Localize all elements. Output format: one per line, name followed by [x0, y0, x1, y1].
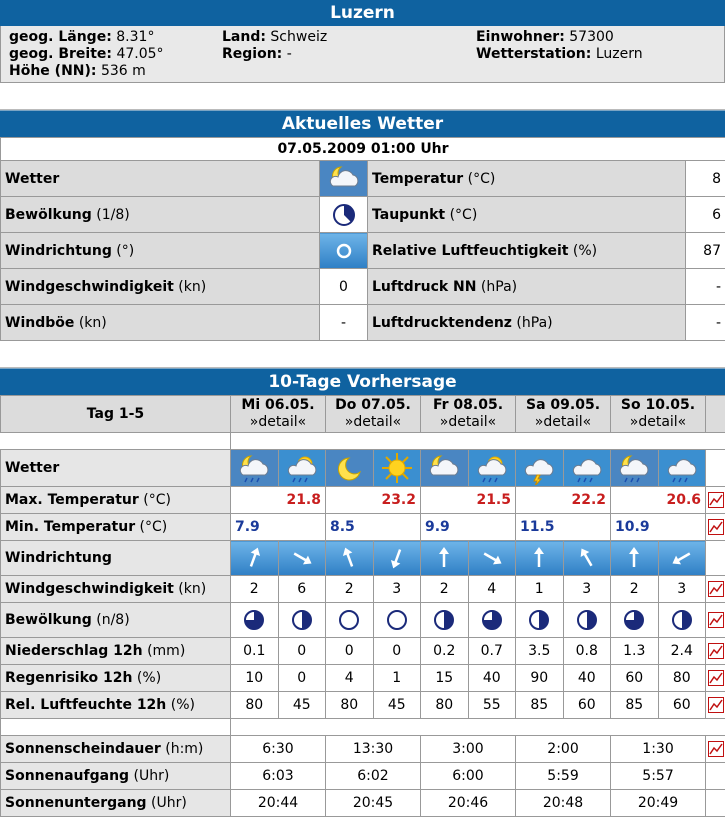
forecast-value: 10.9 [611, 514, 706, 541]
forecast-row-min [1, 514, 725, 541]
row-unit: (°) [111, 242, 135, 259]
current-value: - [320, 305, 368, 341]
row-label [1, 665, 231, 692]
forecast-value: 0 [278, 638, 326, 665]
forecast-value: 80 [326, 692, 374, 719]
row-label [1, 541, 231, 576]
forecast-value: 3 [563, 576, 611, 603]
wind-arrow-icon [231, 541, 279, 576]
current-value: 87 [686, 233, 725, 269]
forecast-value: 11.5 [516, 514, 611, 541]
wind-arrow-icon [468, 541, 516, 576]
row-label-text: Max. Temperatur [5, 492, 139, 508]
einwohner-label: Einwohner: [476, 29, 565, 45]
forecast-row-rainrisk [1, 665, 725, 692]
day-header [516, 396, 611, 433]
forecast-row-sunset [1, 790, 725, 817]
moon-cloud-icon [421, 450, 469, 487]
breite-label: geog. Breite: [9, 46, 113, 62]
row-label [1, 269, 320, 305]
row-label-text: Windgeschwindigkeit [5, 581, 174, 597]
row-label-text: Temperatur [372, 170, 464, 187]
station-label: Wetterstation: [476, 46, 592, 62]
forecast-value: 1 [516, 576, 564, 603]
spacer-cell [231, 433, 725, 450]
line-chart-icon[interactable] [706, 576, 725, 603]
forecast-value: 0 [373, 638, 421, 665]
forecast-value: 80 [658, 665, 706, 692]
empty-cell [706, 396, 725, 433]
forecast-value: 6 [278, 576, 326, 603]
forecast-row-wetter [1, 450, 725, 487]
forecast-value: 2.4 [658, 638, 706, 665]
row-label [1, 197, 320, 233]
empty-cell [706, 763, 725, 790]
row-unit: (%) [166, 697, 195, 713]
row-unit: (kn) [74, 314, 107, 331]
forecast-row-sunrise [1, 763, 725, 790]
forecast-value: 1.3 [611, 638, 659, 665]
row-label [368, 161, 686, 197]
forecast-value: 2 [326, 576, 374, 603]
spacer [0, 341, 725, 368]
current-datetime: 07.05.2009 01:00 Uhr [1, 138, 725, 161]
row-unit: (°C) [138, 492, 171, 508]
row-label [368, 233, 686, 269]
spacer-cell [1, 433, 231, 450]
row-label-text: Wetter [5, 170, 60, 187]
row-label-text: Min. Temperatur [5, 519, 136, 535]
land-value: Schweiz [270, 29, 328, 45]
wind-arrow-icon [658, 541, 706, 576]
empty-cell [706, 450, 725, 487]
cloud-rain-icon [658, 450, 706, 487]
location-info [0, 26, 725, 83]
row-label-text: Windrichtung [5, 242, 112, 259]
row-label-text: Windgeschwindigkeit [5, 278, 174, 295]
spacer-row [1, 719, 725, 736]
cloud-cover-icon [563, 603, 611, 638]
wind-arrow-icon [326, 541, 374, 576]
region-value: - [286, 46, 292, 62]
row-label [1, 638, 231, 665]
forecast-value: 1 [373, 665, 421, 692]
current-value: - [686, 305, 725, 341]
forecast-value: 4 [468, 576, 516, 603]
forecast-value: 23.2 [326, 487, 421, 514]
forecast-title: 10-Tage Vorhersage [0, 368, 725, 395]
forecast-row-windspeed [1, 576, 725, 603]
row-unit: (%) [568, 242, 598, 259]
forecast-row-winddir [1, 541, 725, 576]
row-label [1, 514, 231, 541]
row-label-text: Windböe [5, 314, 75, 331]
sun-cloud-rain-icon [278, 450, 326, 487]
forecast-value: 7.9 [231, 514, 326, 541]
forecast-value: 6:00 [421, 763, 516, 790]
row-label-text: Rel. Luftfeuchte 12h [5, 697, 167, 713]
current-row [1, 233, 725, 269]
thunder-cloud-icon [516, 450, 564, 487]
row-label [1, 450, 231, 487]
spacer-row [1, 433, 725, 450]
forecast-value: 60 [563, 692, 611, 719]
forecast-value: 0.8 [563, 638, 611, 665]
cloud-cover-icon [421, 603, 469, 638]
forecast-value: 22.2 [516, 487, 611, 514]
forecast-value: 13:30 [326, 736, 421, 763]
row-unit: (1/8) [91, 206, 130, 223]
row-label [1, 692, 231, 719]
row-label-text: Luftdruck NN [372, 278, 477, 295]
spacer [0, 83, 725, 110]
forecast-value: 6:30 [231, 736, 326, 763]
cloud-cover-icon [320, 197, 368, 233]
forecast-value: 20:49 [611, 790, 706, 817]
empty-cell [706, 790, 725, 817]
row-label-text: Sonnenaufgang [5, 768, 130, 784]
row-label [368, 197, 686, 233]
forecast-value: 85 [516, 692, 564, 719]
forecast-value: 60 [658, 692, 706, 719]
empty-cell [706, 541, 725, 576]
forecast-value: 20:48 [516, 790, 611, 817]
line-chart-icon[interactable] [706, 603, 725, 638]
forecast-value: 0.2 [421, 638, 469, 665]
country-block [222, 29, 327, 63]
cloud-cover-icon [611, 603, 659, 638]
station-value: Luzern [595, 46, 643, 62]
row-label-text: Niederschlag 12h [5, 643, 143, 659]
hoehe-label: Höhe (NN): [9, 63, 97, 79]
row-unit: (kn) [173, 581, 207, 597]
detail-link[interactable]: »detail« [534, 414, 592, 430]
forecast-value: 4 [326, 665, 374, 692]
current-value: - [686, 269, 725, 305]
forecast-value: 8.5 [326, 514, 421, 541]
detail-link[interactable]: »detail« [249, 414, 307, 430]
spacer-cell [1, 719, 231, 736]
row-label [1, 763, 231, 790]
forecast-value: 0 [326, 638, 374, 665]
line-chart-icon[interactable] [706, 736, 725, 763]
current-weather-table [0, 137, 725, 341]
moon-cloud-rain-icon [231, 450, 279, 487]
row-label [1, 790, 231, 817]
row-unit: (mm) [142, 643, 186, 659]
moon-cloud-icon [320, 161, 368, 197]
forecast-value: 3 [373, 576, 421, 603]
row-label-text: Relative Luftfeuchtigkeit [372, 242, 569, 259]
laenge-label: geog. Länge: [9, 29, 112, 45]
breite-value: 47.05° [116, 46, 164, 62]
moon-cloud-rain-icon [611, 450, 659, 487]
day-name: Mi 06.05. [241, 397, 315, 413]
forecast-value: 45 [278, 692, 326, 719]
row-label [368, 305, 686, 341]
forecast-value: 20:45 [326, 790, 421, 817]
forecast-value: 80 [421, 692, 469, 719]
forecast-value: 0.1 [231, 638, 279, 665]
forecast-value: 9.9 [421, 514, 516, 541]
current-weather-title: Aktuelles Wetter [0, 110, 725, 137]
day-header [611, 396, 706, 433]
wind-arrow-icon [278, 541, 326, 576]
forecast-row-precip [1, 638, 725, 665]
forecast-row-humidity [1, 692, 725, 719]
row-unit: (n/8) [91, 612, 130, 628]
forecast-value: 3:00 [421, 736, 516, 763]
day-header [231, 396, 326, 433]
sun-cloud-rain-icon [468, 450, 516, 487]
row-label [1, 233, 320, 269]
row-label-text: Windrichtung [5, 550, 112, 566]
forecast-value: 1:30 [611, 736, 706, 763]
detail-link[interactable]: »detail« [439, 414, 497, 430]
einwohner-value: 57300 [569, 29, 614, 45]
forecast-value: 2 [231, 576, 279, 603]
coordinates-block [9, 29, 164, 80]
row-label [1, 603, 231, 638]
cloud-cover-icon [658, 603, 706, 638]
forecast-value: 3.5 [516, 638, 564, 665]
wind-arrow-icon [516, 541, 564, 576]
forecast-value: 80 [231, 692, 279, 719]
row-unit: (Uhr) [146, 795, 187, 811]
line-chart-icon[interactable] [706, 692, 725, 719]
forecast-value: 45 [373, 692, 421, 719]
row-label [368, 269, 686, 305]
row-label-text: Luftdrucktendenz [372, 314, 512, 331]
forecast-row-cover [1, 603, 725, 638]
row-label-text: Regenrisiko 12h [5, 670, 133, 686]
forecast-value: 10 [231, 665, 279, 692]
row-unit: (kn) [173, 278, 207, 295]
row-label [1, 736, 231, 763]
forecast-table [0, 395, 725, 817]
forecast-value: 5:57 [611, 763, 706, 790]
row-label-text: Wetter [5, 460, 60, 476]
forecast-value: 55 [468, 692, 516, 719]
cloud-cover-icon [326, 603, 374, 638]
forecast-value: 40 [563, 665, 611, 692]
forecast-value: 2 [421, 576, 469, 603]
current-row [1, 305, 725, 341]
forecast-value: 20:46 [421, 790, 516, 817]
forecast-value: 3 [658, 576, 706, 603]
forecast-value: 5:59 [516, 763, 611, 790]
row-unit: (h:m) [160, 741, 204, 757]
forecast-value: 2:00 [516, 736, 611, 763]
row-label-text: Sonnenscheindauer [5, 741, 161, 757]
current-row [1, 197, 725, 233]
current-value: 0 [320, 269, 368, 305]
row-label [1, 487, 231, 514]
line-chart-icon[interactable] [706, 665, 725, 692]
cloud-cover-icon [278, 603, 326, 638]
day-name: Fr 08.05. [432, 397, 504, 413]
row-label-text: Sonnenuntergang [5, 795, 147, 811]
forecast-value: 40 [468, 665, 516, 692]
forecast-value: 0 [278, 665, 326, 692]
land-label: Land: [222, 29, 266, 45]
row-label-text: Bewölkung [5, 206, 92, 223]
hoehe-value: 536 m [100, 63, 146, 79]
row-label-text: Taupunkt [372, 206, 446, 223]
row-label-text: Bewölkung [5, 612, 92, 628]
forecast-value: 6:02 [326, 763, 421, 790]
forecast-row-max [1, 487, 725, 514]
forecast-value: 6:03 [231, 763, 326, 790]
forecast-value: 15 [421, 665, 469, 692]
cloud-cover-icon [373, 603, 421, 638]
forecast-day-header [1, 396, 725, 433]
row-unit: (°C) [135, 519, 168, 535]
row-unit: (°C) [445, 206, 478, 223]
row-unit: (°C) [463, 170, 496, 187]
line-chart-icon[interactable] [706, 487, 725, 514]
detail-link[interactable]: »detail« [344, 414, 402, 430]
forecast-value: 2 [611, 576, 659, 603]
wind-arrow-icon [373, 541, 421, 576]
day-name: Do 07.05. [335, 397, 411, 413]
row-unit: (hPa) [476, 278, 518, 295]
spacer-cell [231, 719, 725, 736]
forecast-value: 85 [611, 692, 659, 719]
row-label [1, 305, 320, 341]
current-value: 6 [686, 197, 725, 233]
forecast-value: 60 [611, 665, 659, 692]
row-unit: (Uhr) [129, 768, 170, 784]
row-unit: (hPa) [511, 314, 553, 331]
day-header [421, 396, 516, 433]
forecast-value: 21.5 [421, 487, 516, 514]
line-chart-icon[interactable] [706, 638, 725, 665]
current-row [1, 161, 725, 197]
days-label: Tag 1-5 [1, 396, 231, 433]
cloud-cover-icon [468, 603, 516, 638]
location-title: Luzern [0, 0, 725, 26]
sun-icon [373, 450, 421, 487]
wind-arrow-icon [563, 541, 611, 576]
row-unit: (%) [132, 670, 162, 686]
detail-link[interactable]: »detail« [629, 414, 687, 430]
station-block [476, 29, 643, 63]
forecast-value: 20:44 [231, 790, 326, 817]
row-label [1, 576, 231, 603]
moon-icon [326, 450, 374, 487]
forecast-value: 90 [516, 665, 564, 692]
forecast-value: 21.8 [231, 487, 326, 514]
laenge-value: 8.31° [116, 29, 155, 45]
calm-wind-icon [320, 233, 368, 269]
day-name: Sa 09.05. [526, 397, 601, 413]
current-row [1, 269, 725, 305]
forecast-row-sunshine [1, 736, 725, 763]
current-value: 8 [686, 161, 725, 197]
cloud-rain-icon [563, 450, 611, 487]
forecast-value: 0.7 [468, 638, 516, 665]
cloud-cover-icon [231, 603, 279, 638]
wind-arrow-icon [421, 541, 469, 576]
row-label [1, 161, 320, 197]
day-header [326, 396, 421, 433]
cloud-cover-icon [516, 603, 564, 638]
day-name: So 10.05. [620, 397, 696, 413]
line-chart-icon[interactable] [706, 514, 725, 541]
wind-arrow-icon [611, 541, 659, 576]
region-label: Region: [222, 46, 283, 62]
forecast-value: 20.6 [611, 487, 706, 514]
